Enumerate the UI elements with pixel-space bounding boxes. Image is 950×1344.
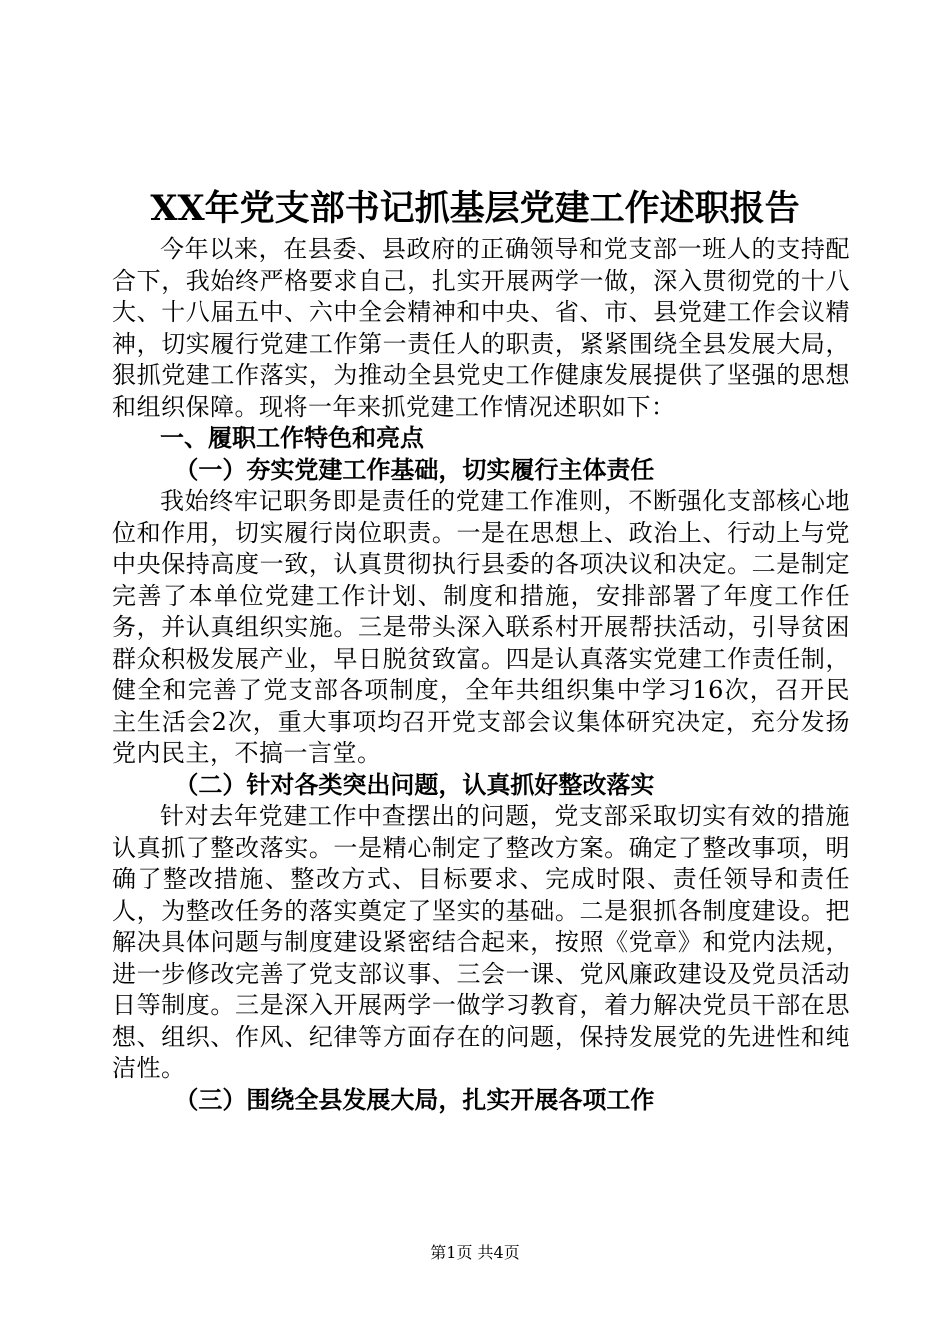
document-title: XX年党支部书记抓基层党建工作述职报告 [150,188,800,229]
subsection-heading-1: （一）夯实党建工作基础，切实履行主体责任 [174,455,655,484]
section-heading-1: 一、履职工作特色和亮点 [160,424,424,452]
page-number-footer: 第1页 共4页 [430,1243,520,1262]
subsection-paragraph-1: 我始终牢记职务即是责任的党建工作准则，不断强化支部核心地位和作用，切实履行岗位职责。一是在思想上、政治上、行动上与党中央保持高度一致，认真贯彻执行县委的各项决议和决定。二是制定完善了本单位党建工作计划、制度和措施，安排部署了年度工作任务，并认真组织实施。三是带头深入联系村开展帮扶活动，引导贫困群众积极发展产业，早日脱贫致富。四是认真落实党建工作责任制，健全和完善了党支部各项制度，全年共组织集中学习16次，召开民主生活会2次，重大事项均召开党支部会议集体研究决定，充分发扬党内民主，不搞一言堂。 [112,487,850,767]
document-body [112,234,850,1116]
intro-paragraph: 今年以来，在县委、县政府的正确领导和党支部一班人的支持配合下，我始终严格要求自己，扎实开展两学一做，深入贯彻党的十八大、十八届五中、六中全会精神和中央、省、市、县党建工作会议精神，切实履行党建工作第一责任人的职责，紧紧围绕全县发展大局，狠抓党建工作落实，为推动全县党史工作健康发展提供了坚强的思想和组织保障。现将一年来抓党建工作情况述职如下： [112,235,850,421]
subsection-paragraph-2: 针对去年党建工作中查摆出的问题，党支部采取切实有效的措施认真抓了整改落实。一是精心制定了整改方案。确定了整改事项，明确了整改措施、整改方式、目标要求、完成时限、责任领导和责任人，为整改任务的落实奠定了坚实的基础。二是狠抓各制度建设。把解决具体问题与制度建设紧密结合起来，按照《党章》和党内法规，进一步修改完善了党支部议事、三会一课、党风廉政建设及党员活动日等制度。三是深入开展两学一做学习教育，着力解决党员干部在思想、组织、作风、纪律等方面存在的问题，保持发展党的先进性和纯洁性。 [112,802,850,1082]
subsection-heading-2: （二）针对各类突出问题，认真抓好整改落实 [174,770,655,799]
subsection-heading-3: （三）围绕全县发展大局，扎实开展各项工作 [174,1085,655,1114]
